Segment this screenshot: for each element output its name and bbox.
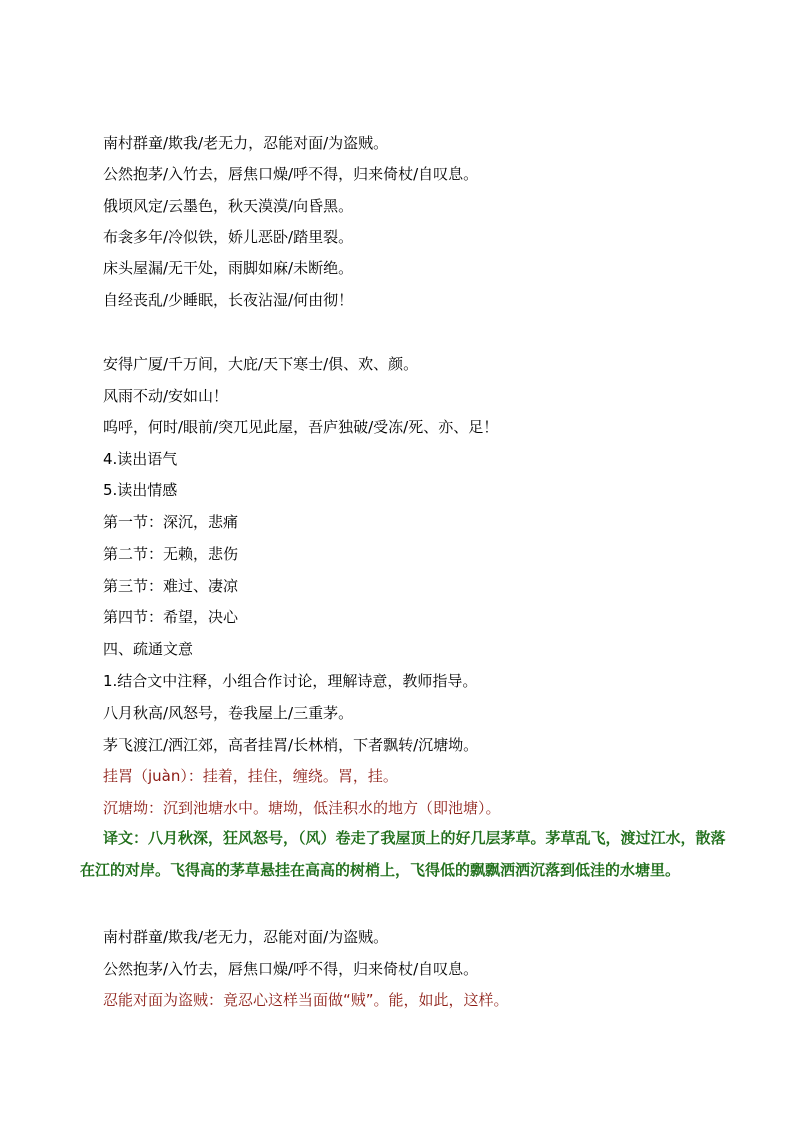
instruction-line: 1.结合文中注释，小组合作讨论，理解诗意，教师指导。 bbox=[103, 672, 478, 690]
poem-line: 南村群童/欺我/老无力，忍能对面/为盗贼。 bbox=[103, 134, 389, 152]
section-heading: 四、疏通文意 bbox=[103, 640, 194, 658]
emotion-line: 第二节：无赖，悲伤 bbox=[103, 545, 239, 563]
poem-line: 南村群童/欺我/老无力，忍能对面/为盗贼。 bbox=[103, 928, 389, 946]
emotion-line: 第三节：难过、凄凉 bbox=[103, 577, 239, 595]
poem-line: 安得广厦/千万间，大庇/天下寒士/俱、欢、颜。 bbox=[103, 355, 419, 373]
poem-line: 公然抱茅/入竹去，唇焦口燥/呼不得，归来倚杖/自叹息。 bbox=[103, 960, 479, 978]
emotion-line: 第一节：深沉，悲痛 bbox=[103, 513, 239, 531]
poem-line: 呜呼，何时/眼前/突兀见此屋，吾庐独破/受冻/死、亦、足！ bbox=[103, 418, 499, 436]
poem-line: 茅飞渡江/洒江郊，高者挂罥/长林梢，下者飘转/沉塘坳。 bbox=[103, 736, 479, 754]
annotation-note: 忍能对面为盗贼：竟忍心这样当面做“贼”。能，如此，这样。 bbox=[103, 991, 509, 1009]
annotation-note: 沉塘坳：沉到池塘水中。塘坳，低洼积水的地方（即池塘）。 bbox=[103, 799, 501, 817]
translation-paragraph: 译文：八月秋深，狂风怒号，（风）卷走了我屋顶上的好几层茅草。茅草乱飞，渡过江水，散落在江的对岸。飞得高的茅草悬挂在高高的树梢上，飞得低的飘飘洒洒沉落到低洼的水塘里。 bbox=[80, 829, 726, 879]
poem-line: 八月秋高/风怒号，卷我屋上/三重茅。 bbox=[103, 704, 354, 722]
poem-line: 布衾多年/冷似铁，娇儿恶卧/踏里裂。 bbox=[103, 228, 354, 246]
emotion-line: 第四节：希望，决心 bbox=[103, 608, 239, 626]
poem-line: 床头屋漏/无干处，雨脚如麻/未断绝。 bbox=[103, 259, 354, 277]
poem-line: 俄顷风定/云墨色，秋天漠漠/向昏黑。 bbox=[103, 197, 354, 215]
step-heading: 4.读出语气 bbox=[103, 450, 178, 468]
annotation-note: 挂罥（juàn）：挂着，挂住，缠绕。罥，挂。 bbox=[103, 767, 398, 785]
poem-line: 自经丧乱/少睡眠，长夜沾湿/何由彻！ bbox=[103, 291, 354, 309]
step-heading: 5.读出情感 bbox=[103, 481, 178, 499]
poem-line: 风雨不动/安如山！ bbox=[103, 387, 229, 405]
poem-line: 公然抱茅/入竹去，唇焦口燥/呼不得，归来倚杖/自叹息。 bbox=[103, 165, 479, 183]
